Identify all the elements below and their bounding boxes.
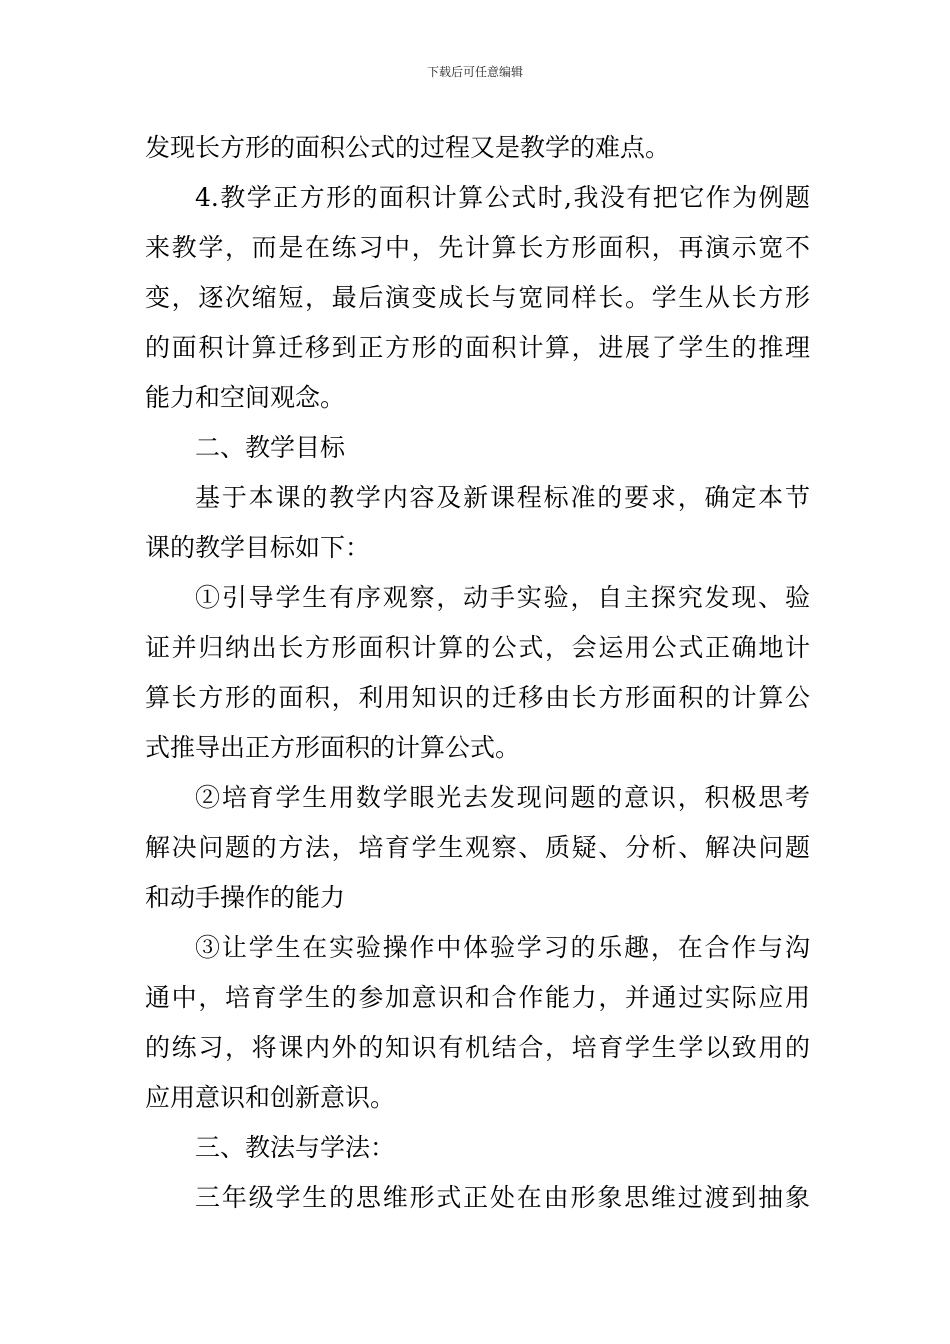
text-line: 的面积计算迁移到正方形的面积计算，进展了学生的推理 <box>145 333 810 362</box>
page-header: 下载后可任意编辑 <box>426 65 523 79</box>
text-line: 三、教法与学法： <box>195 1133 396 1162</box>
text-line: 4.教学正方形的面积计算公式时,我没有把它作为例题 <box>195 183 810 212</box>
text-line: 变，逐次缩短，最后演变成长与宽同样长。学生从长方形 <box>145 283 810 312</box>
text-line: 能力和空间观念。 <box>145 383 346 412</box>
text-line: 三年级学生的思维形式正处在由形象思维过渡到抽象 <box>195 1183 810 1212</box>
text-line: 二、教学目标 <box>195 433 346 462</box>
text-line: 解决问题的方法，培育学生观察、质疑、分析、解决问题 <box>145 833 810 862</box>
text-line: 应用意识和创新意识。 <box>145 1083 396 1112</box>
text-line: 发现长方形的面积公式的过程又是教学的难点。 <box>145 133 671 162</box>
text-line: 课的教学目标如下： <box>145 533 371 562</box>
text-line: ③让学生在实验操作中体验学习的乐趣，在合作与沟 <box>195 933 810 962</box>
text-line: 来教学，而是在练习中，先计算长方形面积，再演示宽不 <box>145 233 810 262</box>
document-body <box>145 123 810 1223</box>
text-line: ①引导学生有序观察，动手实验，自主探究发现、验 <box>195 583 810 612</box>
text-line: ②培育学生用数学眼光去发现问题的意识，积极思考 <box>195 783 810 812</box>
text-line: 的练习，将课内外的知识有机结合，培育学生学以致用的 <box>145 1033 810 1062</box>
text-line: 证并归纳出长方形面积计算的公式，会运用公式正确地计 <box>145 633 810 662</box>
text-line: 式推导出正方形面积的计算公式。 <box>145 733 521 762</box>
text-line: 基于本课的教学内容及新课程标准的要求，确定本节 <box>195 483 810 512</box>
text-line: 通中，培育学生的参加意识和合作能力，并通过实际应用 <box>145 983 810 1012</box>
text-line: 和动手操作的能力 <box>145 883 346 912</box>
text-line: 算长方形的面积，利用知识的迁移由长方形面积的计算公 <box>145 683 810 712</box>
